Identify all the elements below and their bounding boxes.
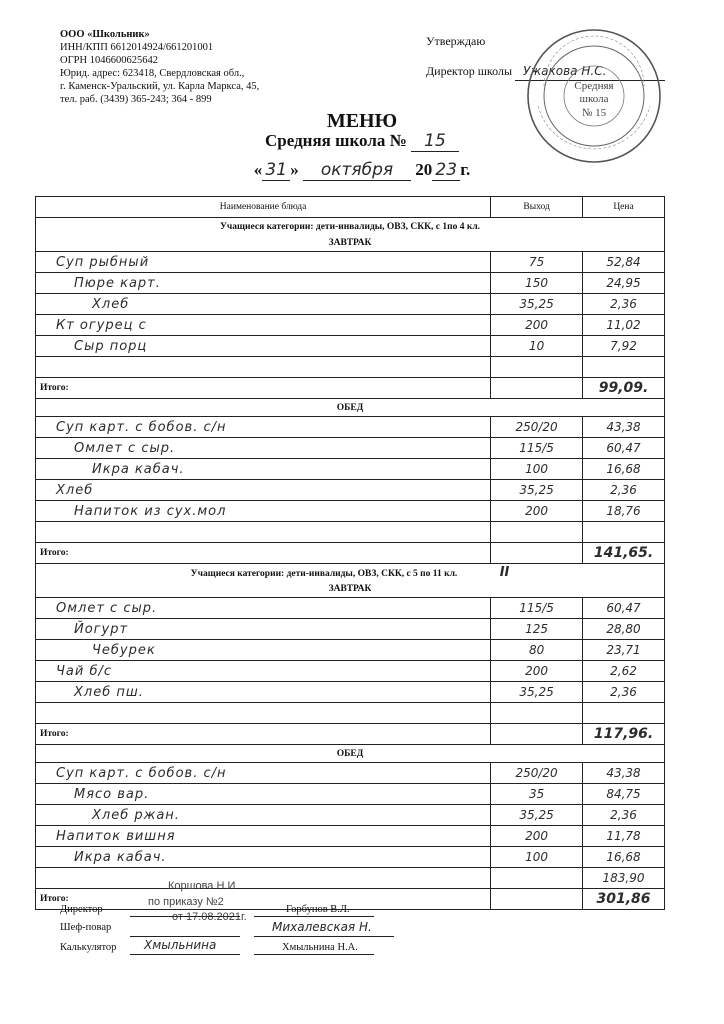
table-row xyxy=(36,703,665,724)
approve-label: Утверждаю xyxy=(426,34,486,48)
breakfast-1-total-row xyxy=(36,378,665,399)
col-header-price: Цена xyxy=(583,197,665,218)
dish-price: 183,90 xyxy=(583,868,665,889)
table-row xyxy=(36,640,665,661)
table-row xyxy=(36,826,665,847)
date-year: 23 xyxy=(432,160,460,181)
date-year-end: г. xyxy=(460,160,471,179)
table-row xyxy=(36,763,665,784)
dish-name xyxy=(36,522,491,543)
breakfast-1-heading: ЗАВТРАК xyxy=(36,236,665,252)
dish-output: 75 xyxy=(491,252,583,273)
dish-output: 100 xyxy=(491,459,583,480)
table-row xyxy=(36,252,665,273)
sign-calc-name: Хмыльнина Н.А. xyxy=(282,942,358,953)
dish-name: Хлеб xyxy=(36,480,491,501)
dish-name: Хлеб ржан. xyxy=(36,805,491,826)
dish-name: Пюре карт. xyxy=(36,273,491,294)
lunch-1-total: 141,65. xyxy=(583,543,665,564)
dish-output: 100 xyxy=(491,847,583,868)
dish-price: 16,68 xyxy=(583,459,665,480)
stamp-line-2: школа xyxy=(579,93,609,105)
dish-price: 2,36 xyxy=(583,480,665,501)
menu-table xyxy=(35,196,665,910)
dish-price xyxy=(583,703,665,724)
dish-output xyxy=(491,703,583,724)
breakfast-2-total-row xyxy=(36,724,665,745)
dish-name: Омлет с сыр. xyxy=(36,598,491,619)
dish-price: 16,68 xyxy=(583,847,665,868)
stamp-line-3: № 15 xyxy=(581,107,607,119)
dish-output: 115/5 xyxy=(491,438,583,459)
date-open-quote: « xyxy=(253,160,263,179)
dish-output: 200 xyxy=(491,501,583,522)
total-label: Итого: xyxy=(36,378,491,399)
org-ogrn: ОГРН 1046600625642 xyxy=(60,55,158,66)
table-row xyxy=(36,868,665,889)
dish-name: Омлет с сыр. xyxy=(36,438,491,459)
page-title: МЕНЮ xyxy=(326,110,398,132)
dish-name: Чебурек xyxy=(36,640,491,661)
sign-chef xyxy=(60,920,372,934)
sign-director-name: Горбунов В.Л. xyxy=(286,904,350,915)
sign-director xyxy=(60,904,350,915)
dish-output xyxy=(491,357,583,378)
sign-chef-label: Шеф-повар xyxy=(60,922,112,933)
sign-calc-label: Калькулятор xyxy=(60,942,117,953)
table-row xyxy=(36,294,665,315)
dish-price: 7,92 xyxy=(583,336,665,357)
director-signature: Ужакова Н.С. xyxy=(515,62,665,81)
lunch-2-heading: ОБЕД xyxy=(36,745,665,763)
dish-price: 24,95 xyxy=(583,273,665,294)
table-row xyxy=(36,805,665,826)
dish-name: Йогурт xyxy=(36,619,491,640)
breakfast-2-total: 117,96. xyxy=(583,724,665,745)
table-row xyxy=(36,315,665,336)
date-close-quote: » xyxy=(290,160,299,179)
dish-name: Суп карт. с бобов. с/н xyxy=(36,763,491,784)
director-school-label: Директор школы xyxy=(426,64,513,78)
table-row xyxy=(36,501,665,522)
lunch-1-total-row xyxy=(36,543,665,564)
table-row xyxy=(36,784,665,805)
dish-price xyxy=(583,522,665,543)
dish-output: 200 xyxy=(491,826,583,847)
dish-price: 43,38 xyxy=(583,763,665,784)
dish-price: 84,75 xyxy=(583,784,665,805)
date-day: 31 xyxy=(262,160,290,181)
date-month: октября xyxy=(303,160,411,181)
breakfast-2-heading: ЗАВТРАК xyxy=(36,582,665,598)
dish-name: Хлеб пш. xyxy=(36,682,491,703)
dish-output: 35 xyxy=(491,784,583,805)
col-header-name: Наименование блюда xyxy=(36,197,491,218)
dish-name: Хлеб xyxy=(36,294,491,315)
school-line xyxy=(0,131,724,152)
breakfast-1-rows xyxy=(36,252,665,378)
dish-name: Икра кабач. xyxy=(36,459,491,480)
org-address-2: г. Каменск-Уральский, ул. Карла Маркса, 45, xyxy=(60,81,260,92)
dish-output: 200 xyxy=(491,315,583,336)
table-row xyxy=(36,459,665,480)
dish-price: 2,36 xyxy=(583,682,665,703)
dish-name: Сыр порц xyxy=(36,336,491,357)
lunch-1-heading: ОБЕД xyxy=(36,399,665,417)
school-number: 15 xyxy=(411,131,459,152)
dish-output: 115/5 xyxy=(491,598,583,619)
category-1-heading: Учащиеся категории: дети-инвалиды, ОВЗ, СКК, с 1по 4 кл. xyxy=(36,218,665,236)
table-row xyxy=(36,619,665,640)
dish-price: 11,02 xyxy=(583,315,665,336)
dish-price: 60,47 xyxy=(583,598,665,619)
table-row xyxy=(36,682,665,703)
org-block xyxy=(60,28,259,106)
dish-price: 60,47 xyxy=(583,438,665,459)
table-row xyxy=(36,438,665,459)
dish-output: 200 xyxy=(491,661,583,682)
table-row xyxy=(36,522,665,543)
dish-price: 2,36 xyxy=(583,294,665,315)
table-row xyxy=(36,480,665,501)
table-row xyxy=(36,661,665,682)
org-inn: ИНН/КПП 6612014924/661201001 xyxy=(60,42,214,53)
dish-name: Напиток из сух.мол xyxy=(36,501,491,522)
date-year-prefix: 20 xyxy=(415,160,433,179)
dish-name: Суп рыбный xyxy=(36,252,491,273)
overlay-text-1: Коршова Н.И xyxy=(168,880,236,892)
total-label: Итого: xyxy=(36,889,491,910)
dish-output: 35,25 xyxy=(491,682,583,703)
dish-output: 10 xyxy=(491,336,583,357)
table-row xyxy=(36,357,665,378)
sign-chef-name: Михалевская Н. xyxy=(272,920,372,934)
dish-output: 250/20 xyxy=(491,417,583,438)
date-line xyxy=(0,160,724,181)
dish-name xyxy=(36,357,491,378)
dish-price: 52,84 xyxy=(583,252,665,273)
dish-output: 35,25 xyxy=(491,294,583,315)
total-label: Итого: xyxy=(36,724,491,745)
dish-output: 35,25 xyxy=(491,480,583,501)
dish-output: 80 xyxy=(491,640,583,661)
dish-price xyxy=(583,357,665,378)
breakfast-1-total: 99,09. xyxy=(583,378,665,399)
category-2-text: Учащиеся категории: дети-инвалиды, ОВЗ, СКК, с 5 по 11 кл. xyxy=(190,569,458,580)
col-header-output: Выход xyxy=(491,197,583,218)
dish-name xyxy=(36,868,491,889)
dish-name: Чай б/с xyxy=(36,661,491,682)
table-row xyxy=(36,847,665,868)
dish-price: 2,62 xyxy=(583,661,665,682)
dish-name: Икра кабач. xyxy=(36,847,491,868)
sign-calc-signature: Хмыльнина xyxy=(144,938,217,952)
overlay-text-2: по приказу №2 xyxy=(148,896,224,908)
table-row xyxy=(36,417,665,438)
school-label: Средняя школа № xyxy=(265,131,407,150)
overlay-text-3: от 17.08.2021г. xyxy=(172,911,247,923)
dish-name: Мясо вар. xyxy=(36,784,491,805)
org-name: ООО «Школьник» xyxy=(60,29,150,40)
category-2-heading xyxy=(36,564,665,582)
sign-calc xyxy=(60,938,358,953)
dish-name: Напиток вишня xyxy=(36,826,491,847)
dish-price: 2,36 xyxy=(583,805,665,826)
org-address-1: Юрид. адрес: 623418, Свердловская обл., xyxy=(60,68,245,79)
table-row xyxy=(36,336,665,357)
table-row xyxy=(36,598,665,619)
breakfast-2-rows xyxy=(36,598,665,724)
lunch-2-total: 301,86 xyxy=(583,889,665,910)
dish-price: 43,38 xyxy=(583,417,665,438)
dish-price: 11,78 xyxy=(583,826,665,847)
table-row xyxy=(36,273,665,294)
lunch-1-rows xyxy=(36,417,665,543)
lunch-2-rows xyxy=(36,763,665,889)
dish-name: Суп карт. с бобов. с/н xyxy=(36,417,491,438)
category-2-mark: II xyxy=(499,565,510,581)
dish-output: 150 xyxy=(491,273,583,294)
dish-price: 18,76 xyxy=(583,501,665,522)
dish-price: 28,80 xyxy=(583,619,665,640)
dish-price: 23,71 xyxy=(583,640,665,661)
lunch-2-total-row xyxy=(36,889,665,910)
dish-name: Кт огурец с xyxy=(36,315,491,336)
stamp-line-1: Средняя xyxy=(574,80,614,92)
dish-name xyxy=(36,703,491,724)
dish-output: 250/20 xyxy=(491,763,583,784)
dish-output: 125 xyxy=(491,619,583,640)
dish-output: 35,25 xyxy=(491,805,583,826)
dish-output xyxy=(491,522,583,543)
sign-director-label: Директор xyxy=(60,904,103,915)
total-label: Итого: xyxy=(36,543,491,564)
dish-output xyxy=(491,868,583,889)
org-phone: тел. раб. (3439) 365-243; 364 - 899 xyxy=(60,94,212,105)
table-header xyxy=(36,197,665,218)
